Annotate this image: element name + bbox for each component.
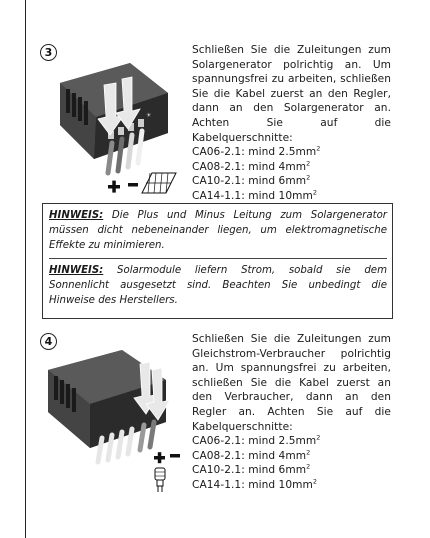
step-4-intro: Schließen Sie die Zuleitungen zum Gleichstrom-Verbraucher polrichtig an. Um spannungsfrei zu arbeiten, schließen Sie die Kabel zuerst an den Verbraucher, dann an den Regler an. Achten Sie auf die Kabelquerschnitte: — [192, 333, 391, 433]
plus-symbol-icon — [154, 452, 165, 463]
hint-2-label: HINWEIS: — [49, 264, 104, 276]
hint-2 — [49, 263, 387, 309]
light-bulb-icon — [155, 468, 165, 492]
step-4-instructions — [192, 332, 391, 493]
step-4-controller-illustration — [44, 340, 184, 500]
minus-symbol-icon — [128, 183, 138, 187]
left-margin-rule — [25, 0, 26, 538]
hint-1-label: HINWEIS: — [49, 210, 104, 221]
step-4-number: 4 — [40, 333, 57, 350]
hint-box — [42, 203, 393, 319]
solar-panel-icon — [142, 173, 176, 193]
step-3-instructions — [192, 43, 391, 204]
step-4-spec-ca14: CA14-1.1: mind $10mm^2$ — [192, 477, 318, 491]
hint-separator — [49, 258, 387, 259]
plus-symbol-icon — [108, 181, 120, 193]
step-3-controller-illustration — [50, 55, 190, 205]
minus-symbol-icon — [170, 454, 180, 458]
step-4-spec-ca06: CA06-2.1: mind $2.5mm^2$ — [192, 433, 321, 448]
svg-text:☀: ☀ — [146, 112, 152, 119]
hint-1 — [49, 208, 387, 254]
hint-2-text: Solarmodule liefern Strom, sobald sie dem Sonnenlicht ausgesetzt sind. Beachten Sie unbedingt die Hinweise des Herstellers. — [49, 264, 387, 307]
step-3-spec-ca10: CA10-2.1: mind $6mm^2$ — [192, 173, 311, 188]
step-4-spec-ca08: CA08-2.1: mind $4mm^2$ — [192, 448, 311, 462]
step-3-spec-ca06: CA06-2.1: mind $2.5mm^2$ — [192, 144, 321, 159]
hint-1-text: Die Plus und Minus Leitung zum Solargenerator müssen dicht nebeneinander liegen, um elektromagnetische Effekte zu minimieren. — [49, 210, 387, 252]
step-3-spec-ca08: CA08-2.1: mind $4mm^2$ — [192, 159, 311, 173]
step-3-spec-ca14: CA14-1.1: mind $10mm^2$ — [192, 188, 318, 202]
step-3-intro: Schließen Sie die Zuleitungen zum Solargenerator polrichtig an. Um spannungsfrei zu arbeiten, schließen Sie die Kabel zuerst an den Regler, dann an den Solargenerator an. Achten Sie auf die Kabelquerschnitte: — [192, 44, 391, 144]
step-3-number: 3 — [40, 44, 57, 61]
step-4-spec-ca10: CA10-2.1: mind $6mm^2$ — [192, 462, 311, 477]
